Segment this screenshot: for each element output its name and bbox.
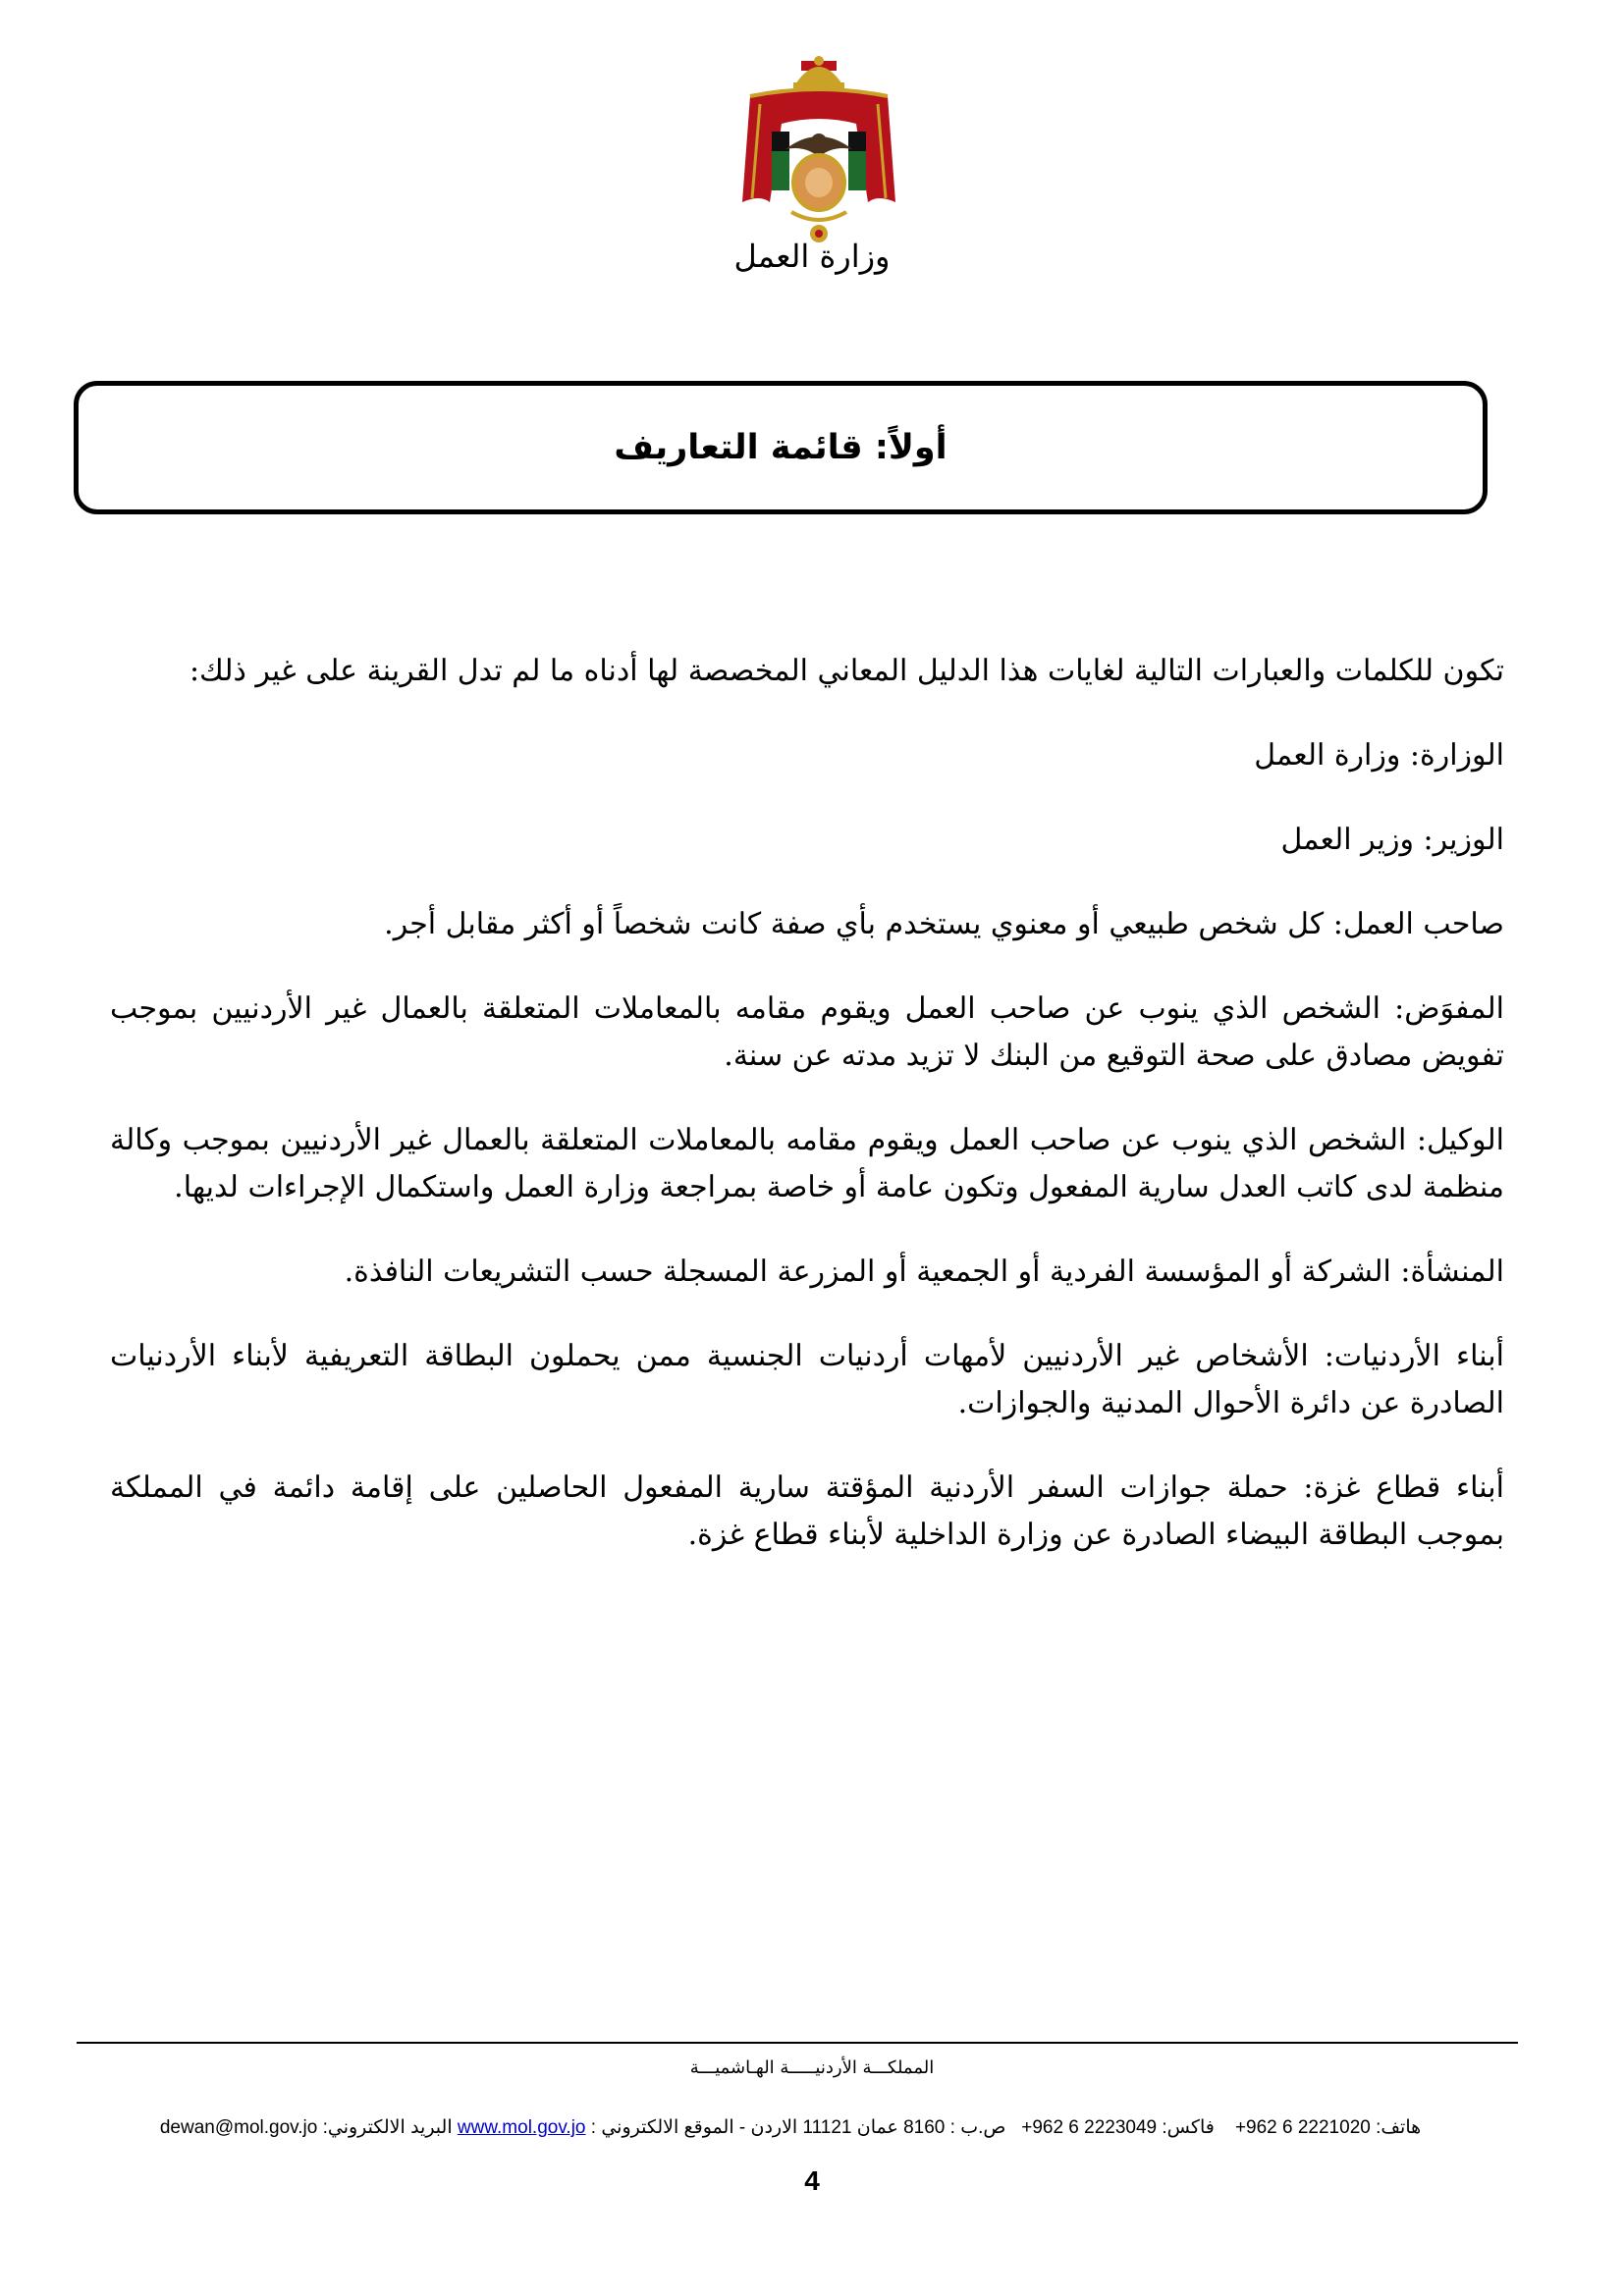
footer-country-name: المملكـــة الأردنيـــــة الهـاشميـــة <box>689 2057 935 2078</box>
definition-text: كل شخص طبيعي أو معنوي يستخدم بأي صفة كانت شخصاً أو أكثر مقابل أجر. <box>384 907 1325 941</box>
footer-divider <box>77 2042 1518 2044</box>
definition-term: الوكيل: <box>1416 1123 1504 1157</box>
section-title-box <box>74 381 1488 514</box>
intro-paragraph: تكون للكلمات والعبارات التالية لغايات هذا الدليل المعاني المخصصة لها أدناه ما لم تدل القرينة على غير ذلك: <box>189 654 1504 688</box>
definition-term: المنشأة: <box>1400 1255 1504 1289</box>
po-box: ص.ب : 8160 عمان 11121 الاردن <box>750 2117 1006 2138</box>
fax-label: فاكس: <box>1162 2117 1215 2138</box>
phone-label: هاتف: <box>1376 2117 1422 2138</box>
ministry-name: وزارة العمل <box>733 238 891 275</box>
jordan-coat-of-arms-icon <box>731 55 907 247</box>
definition-text: وزير العمل <box>1280 823 1414 857</box>
definition-term: الوزارة: <box>1409 738 1504 773</box>
website-link[interactable]: www.mol.gov.jo <box>457 2117 586 2138</box>
definition-item <box>110 901 1504 948</box>
definition-text: وزارة العمل <box>1254 738 1401 773</box>
definition-term: المفوَض: <box>1394 991 1504 1026</box>
definition-item <box>110 1465 1504 1559</box>
definition-item <box>110 817 1504 864</box>
definition-item <box>110 986 1504 1080</box>
definition-item <box>110 1117 1504 1211</box>
definitions-body <box>110 648 1504 1596</box>
definition-term: أبناء قطاع غزة: <box>1303 1470 1504 1505</box>
fax-number: +962 6 2223049 <box>1021 2117 1158 2138</box>
definition-text: الأشخاص غير الأردنيين لأمهات أردنيات الجنسية ممن يحملون البطاقة التعريفية لأبناء الأردنيات الصادرة عن دائرة الأحوال المدنية والجوازات. <box>110 1339 1504 1420</box>
phone-number: +962 6 2221020 <box>1234 2117 1371 2138</box>
section-title: أولاً: قائمة التعاريف <box>614 428 947 467</box>
page-number: 4 <box>804 2165 820 2196</box>
definition-text: الشخص الذي ينوب عن صاحب العمل ويقوم مقامه بالمعاملات المتعلقة بالعمال غير الأردنيين بموجب وكالة منظمة لدى كاتب العدل سارية المفعول وتكون عامة أو خاصة بمراجعة وزارة العمل واستكمال الإجراءات لديها. <box>110 1123 1504 1204</box>
definition-text: الشركة أو المؤسسة الفردية أو الجمعية أو المزرعة المسجلة حسب التشريعات النافذة. <box>344 1255 1391 1289</box>
definition-term: الوزير: <box>1423 823 1504 857</box>
definition-item <box>110 732 1504 779</box>
footer-contacts <box>98 2116 1483 2139</box>
definition-text: حملة جوازات السفر الأردنية المؤقتة سارية المفعول الحاصلين على إقامة دائمة في المملكة بموجب البطاقة البيضاء الصادرة عن وزارة الداخلية لأبناء قطاع غزة. <box>110 1470 1504 1552</box>
website-label: - الموقع الالكتروني : <box>590 2117 746 2138</box>
definition-item <box>110 1333 1504 1427</box>
definition-term: صاحب العمل: <box>1332 907 1504 941</box>
definition-term: أبناء الأردنيات: <box>1324 1339 1504 1373</box>
definitions-list <box>110 732 1504 1559</box>
email-label: البريد الالكتروني: <box>322 2117 453 2138</box>
definition-item <box>110 1249 1504 1296</box>
email-address: dewan@mol.gov.jo <box>159 2117 318 2138</box>
definition-text: الشخص الذي ينوب عن صاحب العمل ويقوم مقامه بالمعاملات المتعلقة بالعمال غير الأردنيين بموجب تفويض مصادق على صحة التوقيع من البنك لا تزيد مدته عن سنة. <box>110 991 1504 1073</box>
